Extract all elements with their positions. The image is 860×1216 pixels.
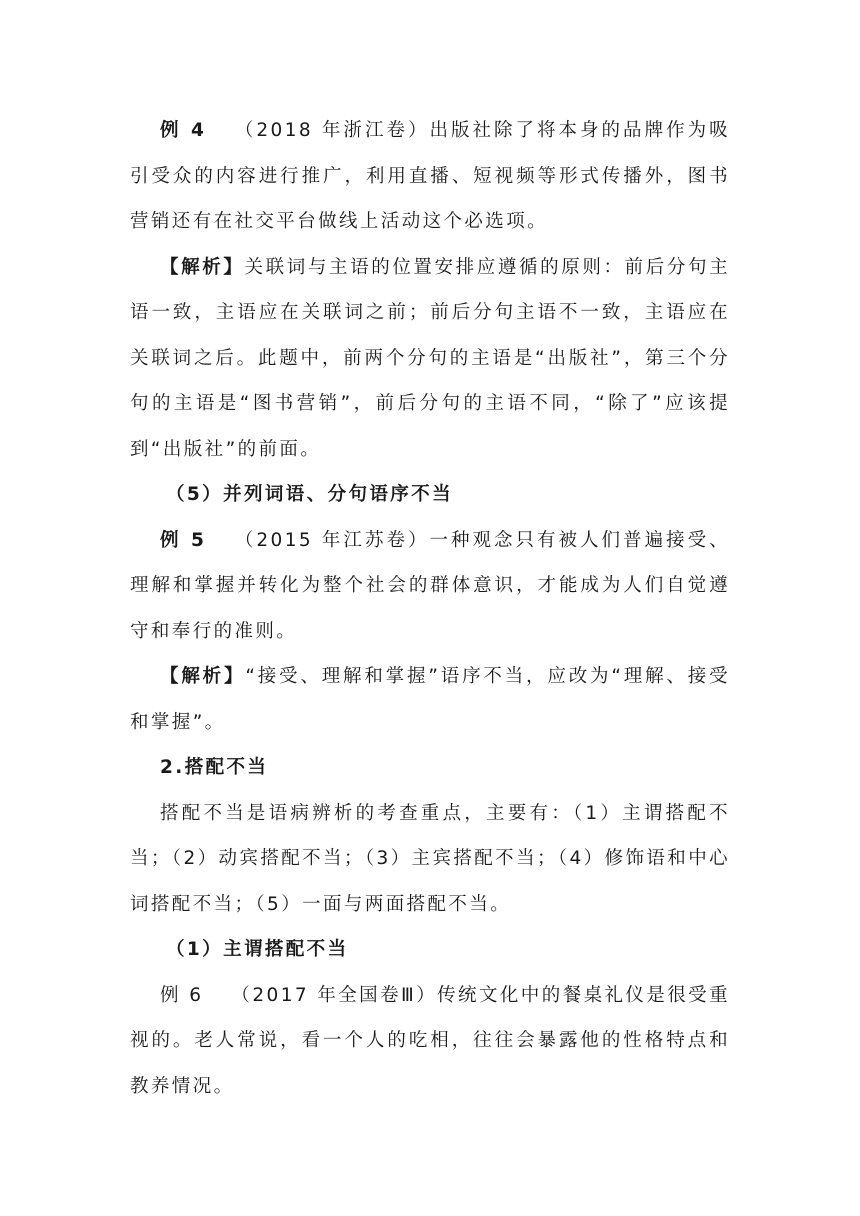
collocation-intro-paragraph: 搭配不当是语病辨析的考查重点，主要有：（1）主谓搭配不当；（2）动宾搭配不当；（3）主宾搭配不当；（4）修饰语和中心词搭配不当；（5）一面与两面搭配不当。 — [130, 802, 730, 915]
analysis-4-text: 关联词与主语的位置安排应遵循的原则：前后分句主语一致，主语应在关联词之前；前后分句主语不一致，主语应在关联词之后。此题中，前两个分句的主语是“出版社”，第三个分句的主语是“图书营销”，前后分句的主语不同，“除了”应该提到“出版社”的前面。 — [130, 256, 730, 460]
example-6-paragraph — [130, 973, 730, 1110]
example-6-label: 例 6 — [160, 984, 204, 1006]
heading-5-word-order: （5）并列词语、分句语序不当 — [166, 484, 453, 505]
heading-2-collocation: 2.搭配不当 — [160, 757, 269, 778]
analysis-5-text: “接受、理解和掌握”语序不当，应改为“理解、接受和掌握”。 — [130, 666, 730, 733]
analysis-4-label: 【解析】 — [160, 256, 245, 278]
analysis-5-label: 【解析】 — [160, 666, 246, 687]
example-6-text: （2017 年全国卷Ⅲ）传统文化中的餐桌礼仪是很受重视的。老人常说，看一个人的吃相，往往会暴露他的性格特点和教养情况。 — [130, 984, 730, 1097]
example-5-text: （2015 年江苏卷）一种观念只有被人们普遍接受、理解和掌握并转化为整个社会的群体意识，才能成为人们自觉遵守和奉行的准则。 — [130, 529, 730, 642]
example-5-label: 例 5 — [160, 529, 207, 551]
example-4-label: 例 4 — [160, 120, 207, 141]
document-body — [130, 108, 730, 1109]
analysis-4-paragraph — [130, 245, 730, 473]
example-4-paragraph — [130, 108, 730, 245]
example-4-text: （2018 年浙江卷）出版社除了将本身的品牌作为吸引受众的内容进行推广，利用直播、短视频等形式传播外，图书营销还有在社交平台做线上活动这个必选项。 — [130, 120, 730, 232]
heading-2-1-subject-predicate: （1）主谓搭配不当 — [166, 939, 349, 960]
analysis-5-paragraph — [130, 654, 730, 745]
example-5-paragraph — [130, 518, 730, 655]
